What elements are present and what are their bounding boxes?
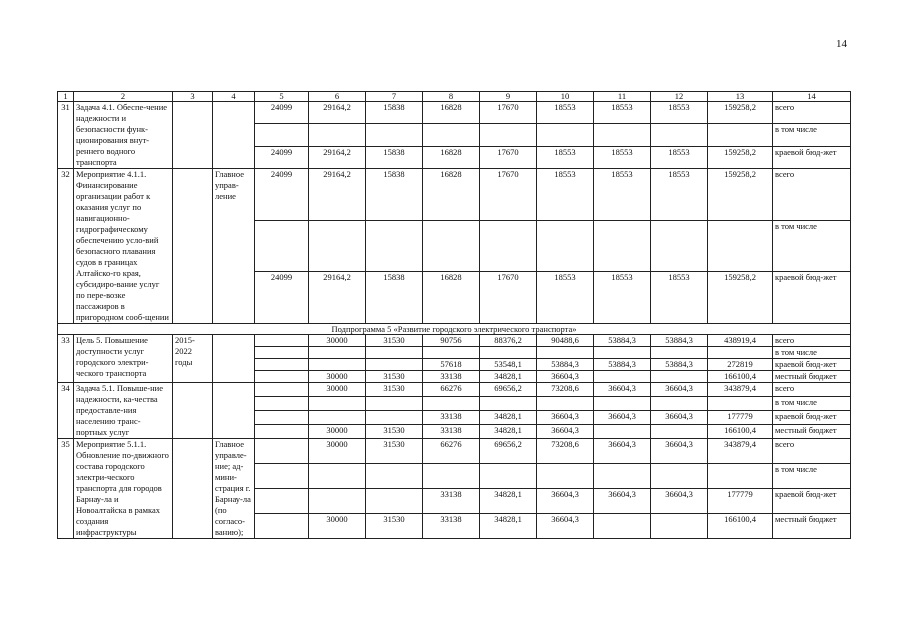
funding-source: в том числе (773, 220, 851, 272)
value-cell (594, 514, 651, 539)
value-cell: 16828 (423, 272, 480, 324)
value-cell (309, 124, 366, 146)
table-body (58, 92, 851, 539)
value-cell (309, 347, 366, 359)
value-cell: 15838 (366, 169, 423, 221)
value-cell: 24099 (255, 102, 309, 124)
value-cell (423, 347, 480, 359)
row-executor (213, 102, 255, 169)
value-cell: 18553 (594, 169, 651, 221)
header-cell: 13 (708, 92, 773, 102)
value-cell: 90756 (423, 335, 480, 347)
value-cell (708, 220, 773, 272)
value-cell (366, 411, 423, 425)
value-cell (594, 124, 651, 146)
value-cell (480, 397, 537, 411)
value-cell: 88376,2 (480, 335, 537, 347)
value-cell (651, 347, 708, 359)
value-cell: 18553 (651, 102, 708, 124)
row-name: Цель 5. Повышение доступности услуг городского электри-ческого транспорта (74, 335, 173, 383)
value-cell: 33138 (423, 371, 480, 383)
value-cell: 177779 (708, 489, 773, 514)
value-cell: 34828,1 (480, 411, 537, 425)
value-cell (651, 514, 708, 539)
value-cell: 69656,2 (480, 383, 537, 397)
value-cell: 16828 (423, 102, 480, 124)
header-cell: 5 (255, 92, 309, 102)
value-cell: 33138 (423, 425, 480, 439)
value-cell: 73208,6 (537, 383, 594, 397)
value-cell: 17670 (480, 272, 537, 324)
value-cell: 36604,3 (594, 489, 651, 514)
row-number: 32 (58, 169, 74, 324)
row-period (173, 169, 213, 324)
value-cell (255, 464, 309, 489)
funding-source: в том числе (773, 124, 851, 146)
value-cell: 36604,3 (594, 439, 651, 464)
row-executor (213, 335, 255, 383)
value-cell: 18553 (537, 169, 594, 221)
value-cell (537, 220, 594, 272)
value-cell: 18553 (537, 146, 594, 168)
funding-source: всего (773, 169, 851, 221)
value-cell: 159258,2 (708, 272, 773, 324)
value-cell: 30000 (309, 439, 366, 464)
value-cell (366, 489, 423, 514)
value-cell: 36604,3 (651, 411, 708, 425)
value-cell: 66276 (423, 383, 480, 397)
value-cell (651, 371, 708, 383)
value-cell: 18553 (651, 146, 708, 168)
value-cell (255, 411, 309, 425)
value-cell (309, 464, 366, 489)
value-cell: 159258,2 (708, 146, 773, 168)
value-cell (255, 347, 309, 359)
value-cell (708, 464, 773, 489)
header-row (58, 92, 851, 102)
value-cell (366, 220, 423, 272)
value-cell (309, 397, 366, 411)
value-cell: 18553 (651, 272, 708, 324)
value-cell: 36604,3 (594, 383, 651, 397)
value-cell: 69656,2 (480, 439, 537, 464)
value-cell: 36604,3 (537, 489, 594, 514)
row-executor (213, 383, 255, 439)
row-period: 2015-2022 годы (173, 335, 213, 383)
value-cell (366, 347, 423, 359)
value-cell (366, 397, 423, 411)
funding-source: в том числе (773, 347, 851, 359)
value-cell: 30000 (309, 335, 366, 347)
table-row (58, 335, 851, 347)
value-cell (423, 220, 480, 272)
funding-source: всего (773, 383, 851, 397)
value-cell: 29164,2 (309, 102, 366, 124)
value-cell: 343879,4 (708, 383, 773, 397)
value-cell: 16828 (423, 146, 480, 168)
value-cell: 73208,6 (537, 439, 594, 464)
value-cell: 36604,3 (651, 489, 708, 514)
value-cell: 66276 (423, 439, 480, 464)
value-cell (423, 124, 480, 146)
value-cell: 29164,2 (309, 169, 366, 221)
subprogram-row (58, 324, 851, 335)
header-cell: 10 (537, 92, 594, 102)
value-cell (651, 220, 708, 272)
header-cell: 2 (74, 92, 173, 102)
value-cell: 29164,2 (309, 146, 366, 168)
value-cell: 18553 (537, 102, 594, 124)
value-cell: 18553 (594, 272, 651, 324)
subprogram-title: Подпрограмма 5 «Развитие городского электрического транспорта» (58, 324, 851, 335)
funding-source: местный бюджет (773, 514, 851, 539)
funding-source: всего (773, 335, 851, 347)
value-cell (309, 359, 366, 371)
value-cell: 15838 (366, 146, 423, 168)
value-cell (537, 347, 594, 359)
value-cell (651, 425, 708, 439)
value-cell: 33138 (423, 489, 480, 514)
value-cell: 36604,3 (537, 514, 594, 539)
value-cell: 30000 (309, 425, 366, 439)
value-cell: 30000 (309, 383, 366, 397)
value-cell (480, 347, 537, 359)
value-cell: 34828,1 (480, 371, 537, 383)
row-name: Задача 4.1. Обеспе-чение надежности и безопасности функ-ционирования внут-реннего водного транспорта (74, 102, 173, 169)
value-cell: 15838 (366, 102, 423, 124)
header-cell: 11 (594, 92, 651, 102)
value-cell: 30000 (309, 371, 366, 383)
value-cell (366, 124, 423, 146)
value-cell: 24099 (255, 169, 309, 221)
header-cell: 7 (366, 92, 423, 102)
header-cell: 6 (309, 92, 366, 102)
value-cell: 343879,4 (708, 439, 773, 464)
value-cell: 18553 (537, 272, 594, 324)
value-cell: 33138 (423, 514, 480, 539)
value-cell (366, 464, 423, 489)
row-number: 35 (58, 439, 74, 539)
value-cell: 24099 (255, 146, 309, 168)
funding-source: краевой бюд-жет (773, 359, 851, 371)
value-cell: 31530 (366, 439, 423, 464)
row-period (173, 102, 213, 169)
row-number: 31 (58, 102, 74, 169)
value-cell (594, 220, 651, 272)
value-cell (537, 397, 594, 411)
row-name: Мероприятие 5.1.1. Обновление по-движного состава городского электри-ческого транспорта для городов Барнау-ла и Новоалтайска в рамках создания инфраструктуры (74, 439, 173, 539)
value-cell (537, 124, 594, 146)
value-cell (255, 335, 309, 347)
row-period (173, 383, 213, 439)
funding-source: в том числе (773, 397, 851, 411)
header-cell: 4 (213, 92, 255, 102)
header-cell: 1 (58, 92, 74, 102)
value-cell (594, 425, 651, 439)
value-cell: 34828,1 (480, 514, 537, 539)
value-cell (255, 425, 309, 439)
value-cell: 177779 (708, 411, 773, 425)
funding-source: всего (773, 102, 851, 124)
header-cell: 12 (651, 92, 708, 102)
value-cell: 15838 (366, 272, 423, 324)
value-cell (309, 489, 366, 514)
value-cell (255, 371, 309, 383)
value-cell (651, 464, 708, 489)
value-cell: 166100,4 (708, 425, 773, 439)
value-cell: 36604,3 (537, 411, 594, 425)
value-cell (255, 439, 309, 464)
value-cell: 166100,4 (708, 514, 773, 539)
value-cell: 36604,3 (537, 425, 594, 439)
value-cell: 31530 (366, 335, 423, 347)
value-cell (309, 411, 366, 425)
table-row (58, 439, 851, 464)
row-number: 33 (58, 335, 74, 383)
value-cell (480, 124, 537, 146)
value-cell: 17670 (480, 146, 537, 168)
value-cell (651, 397, 708, 411)
value-cell: 16828 (423, 169, 480, 221)
row-period (173, 439, 213, 539)
value-cell: 36604,3 (537, 371, 594, 383)
value-cell (708, 397, 773, 411)
value-cell (255, 514, 309, 539)
header-cell: 3 (173, 92, 213, 102)
value-cell (255, 124, 309, 146)
funding-source: краевой бюд-жет (773, 411, 851, 425)
value-cell: 24099 (255, 272, 309, 324)
value-cell (480, 220, 537, 272)
value-cell: 31530 (366, 425, 423, 439)
program-table (57, 91, 851, 539)
value-cell (708, 124, 773, 146)
value-cell: 53884,3 (594, 359, 651, 371)
value-cell: 31530 (366, 383, 423, 397)
page-number: 14 (836, 38, 847, 50)
value-cell: 34828,1 (480, 425, 537, 439)
row-name: Мероприятие 4.1.1. Финансирование организации работ к оказания услуг по навигационно-гидрографическому обеспечению усло-вий безопасного плавания судов в границах Алтайско-го края, субсидиро-вание услуг по пере-возке пассажиров в пригородном сооб-щении (74, 169, 173, 324)
header-cell: 8 (423, 92, 480, 102)
row-number: 34 (58, 383, 74, 439)
value-cell (594, 371, 651, 383)
value-cell: 31530 (366, 514, 423, 539)
header-cell: 14 (773, 92, 851, 102)
row-executor: Главное управ-ление (213, 169, 255, 324)
funding-source: местный бюджет (773, 371, 851, 383)
value-cell: 53884,3 (537, 359, 594, 371)
funding-source: в том числе (773, 464, 851, 489)
value-cell (255, 397, 309, 411)
value-cell: 31530 (366, 371, 423, 383)
value-cell (255, 220, 309, 272)
funding-source: местный бюджет (773, 425, 851, 439)
value-cell: 36604,3 (594, 411, 651, 425)
value-cell (537, 464, 594, 489)
value-cell (309, 220, 366, 272)
value-cell (594, 397, 651, 411)
row-executor: Главное управле-ние; ад-мини-страция г. Барнау-ла (по согласо-ванию); (213, 439, 255, 539)
value-cell: 18553 (651, 169, 708, 221)
value-cell (255, 489, 309, 514)
value-cell (255, 359, 309, 371)
funding-source: краевой бюд-жет (773, 146, 851, 168)
value-cell: 272819 (708, 359, 773, 371)
value-cell: 53884,3 (594, 335, 651, 347)
value-cell: 166100,4 (708, 371, 773, 383)
value-cell: 18553 (594, 102, 651, 124)
value-cell: 36604,3 (651, 439, 708, 464)
value-cell (594, 347, 651, 359)
value-cell (480, 464, 537, 489)
value-cell: 17670 (480, 169, 537, 221)
value-cell: 53884,3 (651, 335, 708, 347)
value-cell: 438919,4 (708, 335, 773, 347)
value-cell: 17670 (480, 102, 537, 124)
value-cell: 53548,1 (480, 359, 537, 371)
table-row (58, 383, 851, 397)
value-cell: 30000 (309, 514, 366, 539)
value-cell (423, 397, 480, 411)
value-cell: 159258,2 (708, 169, 773, 221)
value-cell: 57618 (423, 359, 480, 371)
value-cell: 18553 (594, 146, 651, 168)
value-cell: 29164,2 (309, 272, 366, 324)
value-cell: 159258,2 (708, 102, 773, 124)
value-cell: 36604,3 (651, 383, 708, 397)
funding-source: всего (773, 439, 851, 464)
funding-source: краевой бюд-жет (773, 272, 851, 324)
value-cell: 90488,6 (537, 335, 594, 347)
value-cell (708, 347, 773, 359)
value-cell: 53884,3 (651, 359, 708, 371)
value-cell: 34828,1 (480, 489, 537, 514)
value-cell (255, 383, 309, 397)
table-row (58, 169, 851, 221)
value-cell (651, 124, 708, 146)
table-row (58, 102, 851, 124)
value-cell (594, 464, 651, 489)
value-cell (423, 464, 480, 489)
row-name: Задача 5.1. Повыше-ние надежности, ка-чества предоставле-ния населению транс-портных услуг (74, 383, 173, 439)
header-cell: 9 (480, 92, 537, 102)
value-cell: 33138 (423, 411, 480, 425)
funding-source: краевой бюд-жет (773, 489, 851, 514)
value-cell (366, 359, 423, 371)
